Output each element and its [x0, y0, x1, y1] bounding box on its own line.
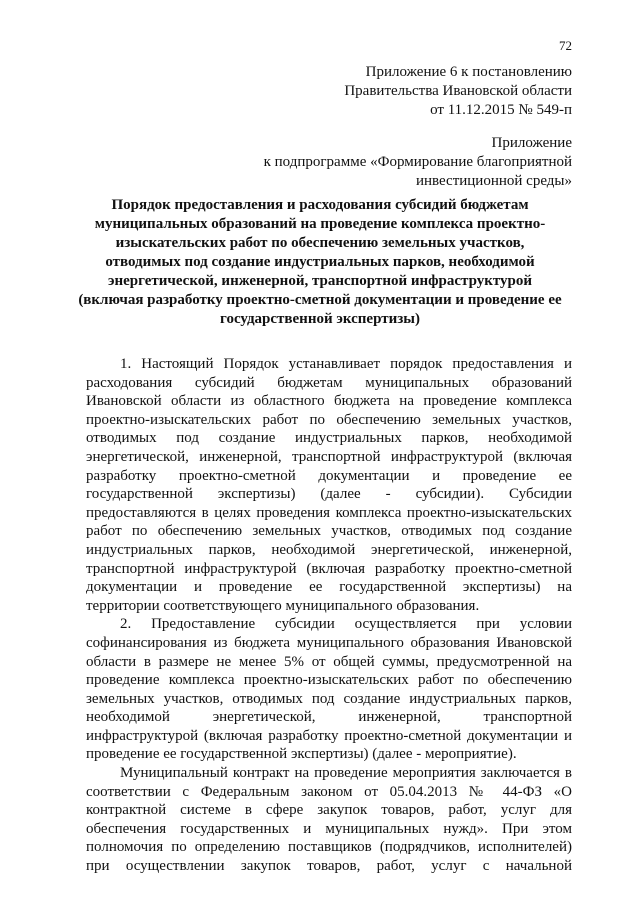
- annex-line: от 11.12.2015 № 549-п: [430, 102, 572, 118]
- paragraph-1-line: отводимых под создание индустриальных парков, необходимой: [86, 430, 572, 447]
- paragraph-1-line: государственной экспертизы) (далее - субсидии). Субсидии: [86, 486, 572, 503]
- title-line: отводимых под создание индустриальных парков, необходимой: [105, 254, 535, 270]
- annex-line: Приложение: [491, 135, 572, 151]
- title-line: государственной экспертизы): [220, 311, 420, 327]
- paragraph-2-line: земельных участков, отводимых под создание индустриальных парков,: [86, 690, 572, 707]
- paragraph-1-line: транспортной инфраструктурой (включая разработку проектно-сметной: [86, 560, 572, 577]
- paragraph-3-line: полномочия по определению поставщиков (подрядчиков, исполнителей): [86, 839, 572, 856]
- paragraph-3-line: обеспечения государственных и муниципальных нужд». При этом: [86, 820, 572, 837]
- title-line: энергетической, инженерной, транспортной инфраструктурой: [107, 273, 533, 289]
- paragraph-2-line: области в размере не менее 5% от общей суммы, предусмотренной на: [86, 653, 572, 670]
- paragraph-1-line: индустриальных парков, необходимой энергетической, инженерной,: [86, 541, 572, 558]
- paragraph-2-line: проведение комплекса проектно-изыскательских работ по обеспечению: [86, 672, 572, 689]
- paragraph-2-line: инфраструктурой (включая разработку проектно-сметной документации и: [86, 727, 572, 744]
- paragraph-1-line: проектно-изыскательских работ по обеспечению земельных участков,: [86, 411, 572, 428]
- paragraph-2-line: софинансирования из бюджета муниципального образования Ивановской: [86, 634, 572, 651]
- paragraph-1-line: 1. Настоящий Порядок устанавливает порядок предоставления и: [120, 356, 572, 372]
- title-line: муниципальных образований на проведение комплекса проектно-: [94, 216, 546, 232]
- paragraph-3-line: контрактной системе в сфере закупок товаров, работ, услуг для: [86, 802, 572, 819]
- paragraph-3-line: при осуществлении закупок товаров, работ, услуг с начальной: [86, 858, 572, 875]
- annex-resolution-reference: [344, 63, 572, 120]
- paragraph-3-line: Муниципальный контракт на проведение мероприятия заключается в: [120, 765, 572, 782]
- annex-line: Приложение 6 к постановлению: [365, 64, 572, 80]
- paragraph-1-line: Ивановской области из областного бюджета на проведение комплекса: [86, 393, 572, 410]
- paragraph-1-line: энергетической, инженерной, транспортной инфраструктурой (включая: [86, 448, 572, 465]
- page-number: 72: [559, 38, 572, 53]
- paragraph-2-line: необходимой энергетической, инженерной, транспортной: [86, 709, 572, 726]
- paragraph-1-line: расходования субсидий бюджетам муниципальных образований: [86, 374, 572, 391]
- paragraph-1-line: предоставляются в целях проведения комплекса проектно-изыскательских: [86, 504, 572, 521]
- paragraph-3-line: соответствии с Федеральным законом от 05.04.2013 № 44-ФЗ «О: [86, 783, 572, 800]
- paragraph-2-line: проведение ее государственной экспертизы) (далее - мероприятие).: [86, 746, 517, 763]
- annex-line: Правительства Ивановской области: [344, 83, 572, 99]
- title-line: изыскательских работ по обеспечению земельных участков,: [115, 235, 525, 251]
- title-line: Порядок предоставления и расходования субсидий бюджетам: [111, 197, 529, 213]
- paragraph-1-line: территории соответствующего муниципального образования.: [86, 597, 480, 614]
- title-line: (включая разработку проектно-сметной документации и проведение ее: [78, 292, 562, 308]
- document-body: [86, 355, 572, 876]
- paragraph-1-line: документации и проведение ее государственной экспертизы) на: [86, 579, 572, 596]
- document-title: [70, 196, 570, 329]
- paragraph-1-line: работ по обеспечению земельных участков, отводимых под создание: [86, 523, 572, 540]
- annex-line: к подпрограмме «Формирование благоприятной: [263, 154, 572, 170]
- paragraph-1-line: разработку проектно-сметной документации и проведение ее: [86, 467, 572, 484]
- annex-line: инвестиционной среды»: [415, 173, 572, 189]
- paragraph-2-line: 2. Предоставление субсидии осуществляется при условии: [120, 616, 572, 633]
- annex-subprogram-reference: [264, 134, 572, 191]
